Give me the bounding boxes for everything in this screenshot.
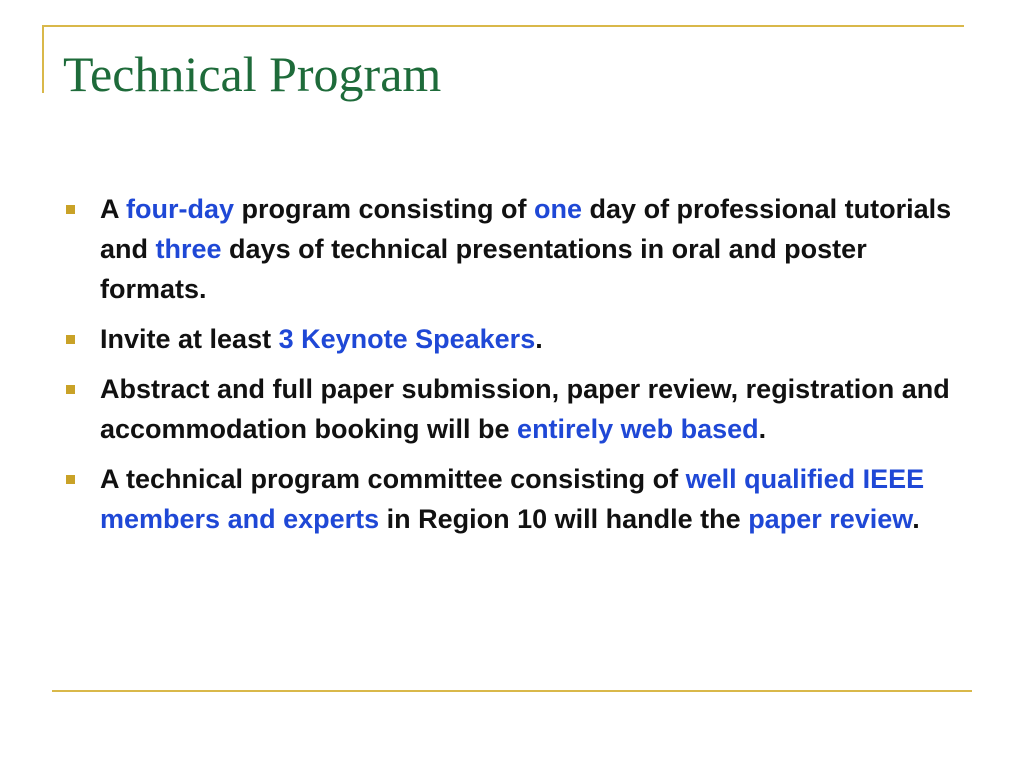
bullet-text: A	[100, 194, 126, 224]
bullet-item	[66, 369, 971, 449]
bullet-text: Abstract and full paper submission, paper review, registration and accommodation booking will be	[100, 374, 950, 444]
slide-title: Technical Program	[63, 46, 442, 102]
bullet-text: .	[912, 504, 920, 534]
square-bullet-icon	[66, 205, 75, 214]
highlight-text: well qualified IEEE members and experts	[100, 464, 925, 534]
bullet-text: day of professional tutorials and	[100, 194, 952, 264]
bullet-list	[66, 189, 971, 549]
bullet-item	[66, 319, 971, 359]
highlight-text: four-day	[126, 194, 234, 224]
square-bullet-icon	[66, 385, 75, 394]
bottom-accent-rule	[52, 690, 972, 692]
highlight-text: three	[155, 234, 222, 264]
bullet-item	[66, 189, 971, 309]
bullet-text: .	[535, 324, 543, 354]
bullet-text: in Region 10 will handle the	[379, 504, 749, 534]
square-bullet-icon	[66, 335, 75, 344]
bullet-item	[66, 459, 971, 539]
bullet-text: A technical program committee consisting of	[100, 464, 686, 494]
bullet-text: program consisting of	[234, 194, 535, 224]
highlight-text: paper review	[748, 504, 913, 534]
square-bullet-icon	[66, 475, 75, 484]
highlight-text: one	[534, 194, 583, 224]
bullet-text: days of technical presentations in oral and poster formats.	[100, 234, 867, 304]
bullet-text: .	[758, 414, 767, 444]
left-accent-rule	[42, 25, 44, 93]
highlight-text: 3 Keynote Speakers	[278, 324, 536, 354]
bullet-text: Invite at least	[100, 324, 279, 354]
highlight-text: entirely web based	[517, 414, 759, 444]
top-accent-rule	[42, 25, 964, 27]
